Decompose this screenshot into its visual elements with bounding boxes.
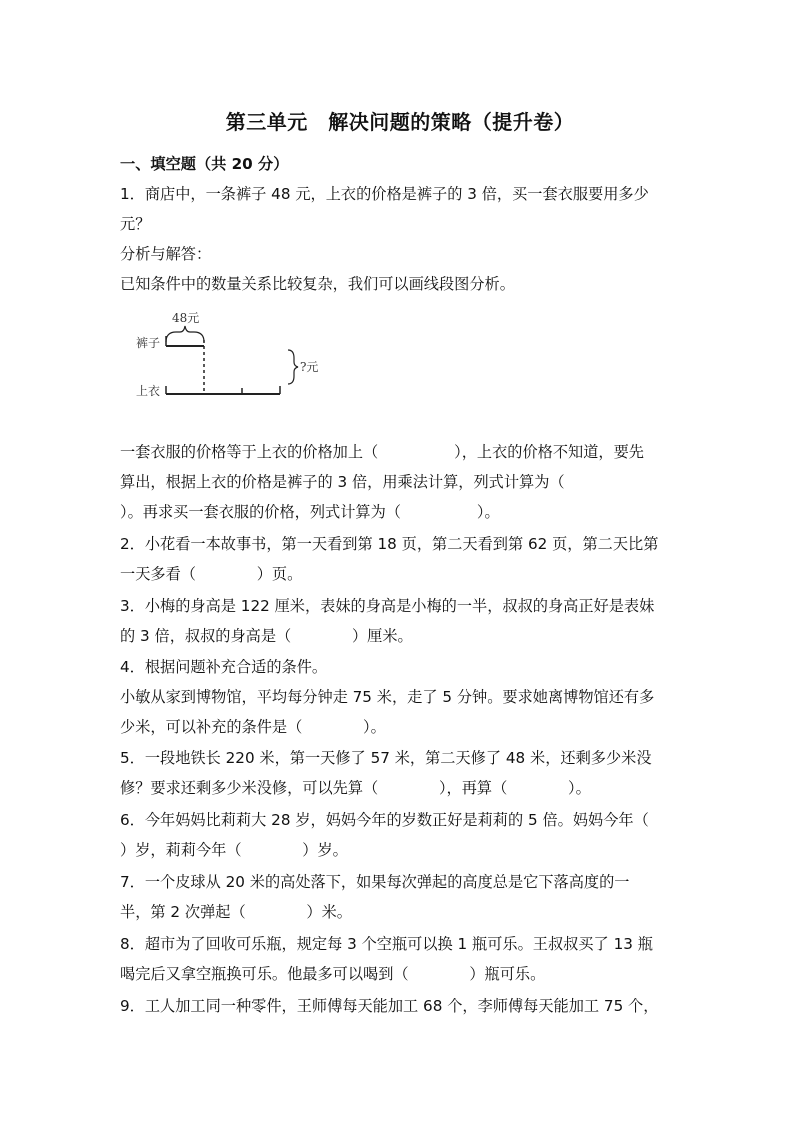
question-5-line-1: 5．一段地铁长 220 米，第一天修了 57 米，第二天修了 48 米，还剩多少米没	[120, 749, 652, 767]
question-9-line-1: 9．工人加工同一种零件，王师傅每天能加工 68 个，李师傅每天能加工 75 个，	[120, 997, 659, 1015]
diagram-label-shirt: 上衣	[136, 384, 161, 398]
page-title: 第三单元 解决问题的策略（提升卷）	[225, 110, 575, 134]
question-4-line-3: 少米，可以补充的条件是（ ）。	[120, 718, 386, 736]
question-8-line-1: 8．超市为了回收可乐瓶，规定每 3 个空瓶可以换 1 瓶可乐。王叔叔买了 13 瓶	[120, 935, 653, 953]
question-5-line-2: 修？要求还剩多少米没修，可以先算（ ），再算（ ）。	[120, 779, 591, 797]
analysis-text: 已知条件中的数量关系比较复杂，我们可以画线段图分析。	[120, 275, 515, 293]
question-4-line-1: 4．根据问题补充合适的条件。	[120, 658, 328, 676]
diagram-label-48: 48元	[172, 311, 200, 325]
section-heading: 一、填空题（共 20 分）	[120, 155, 289, 173]
question-1-line-1: 1．商店中，一条裤子 48 元，上衣的价格是裤子的 3 倍，买一套衣服要用多少	[120, 185, 649, 203]
right-brace	[288, 350, 298, 384]
line-segment-diagram	[130, 306, 330, 406]
question-1-fill-2: 算出，根据上衣的价格是裤子的 3 倍，用乘法计算，列式计算为（	[120, 473, 565, 491]
question-1-fill-1: 一套衣服的价格等于上衣的价格加上（ ），上衣的价格不知道，要先	[120, 443, 644, 461]
question-3-line-1: 3．小梅的身高是 122 厘米，表妹的身高是小梅的一半，叔叔的身高正好是表妹	[120, 597, 655, 615]
question-2-line-2: 一天多看（ ）页。	[120, 565, 303, 583]
question-6-line-1: 6．今年妈妈比莉莉大 28 岁，妈妈今年的岁数正好是莉莉的 5 倍。妈妈今年（	[120, 811, 649, 829]
question-7-line-2: 半，第 2 次弹起（ ）米。	[120, 903, 352, 921]
analysis-label: 分析与解答：	[120, 245, 212, 263]
question-4-line-2: 小敏从家到博物馆，平均每分钟走 75 米，走了 5 分钟。要求她离博物馆还有多	[120, 688, 655, 706]
question-1-line-2: 元？	[120, 215, 151, 233]
top-brace	[166, 326, 204, 342]
diagram-label-pants: 裤子	[136, 336, 161, 350]
question-6-line-2: ）岁，莉莉今年（ ）岁。	[120, 841, 348, 859]
question-1-fill-3: ）。再求买一套衣服的价格，列式计算为（ ）。	[120, 503, 500, 521]
question-2-line-1: 2．小花看一本故事书，第一天看到第 18 页，第二天看到第 62 页，第二天比第	[120, 535, 659, 553]
diagram-label-total: ?元	[300, 360, 319, 374]
question-7-line-1: 7．一个皮球从 20 米的高处落下，如果每次弹起的高度总是它下落高度的一	[120, 873, 630, 891]
question-3-line-2: 的 3 倍，叔叔的身高是（ ）厘米。	[120, 627, 413, 645]
question-8-line-2: 喝完后又拿空瓶换可乐。他最多可以喝到（ ）瓶可乐。	[120, 965, 546, 983]
